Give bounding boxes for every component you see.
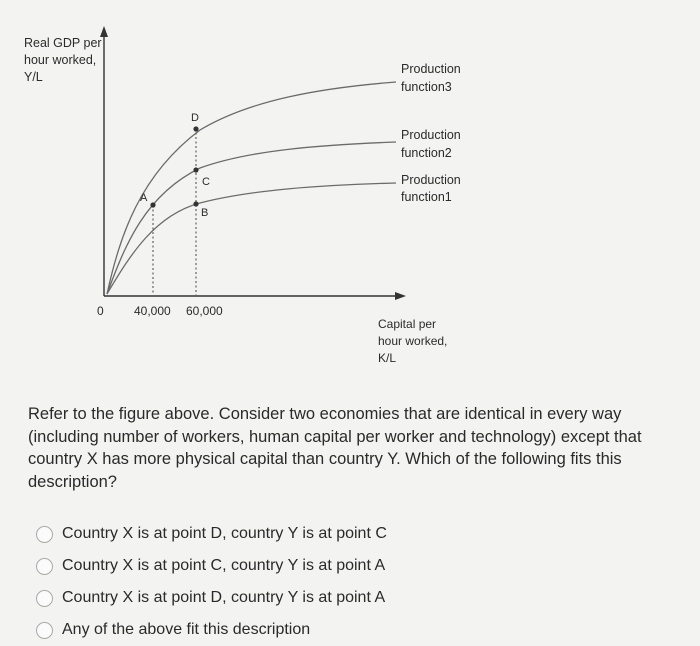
option-4-label: Any of the above fit this description [62,621,311,638]
point-c-dot [193,167,198,172]
answer-options [36,518,387,646]
x-axis-label-line2: hour worked, [378,334,448,348]
radio-option-3[interactable] [36,590,53,607]
option-1[interactable] [36,518,387,550]
origin-label: 0 [97,304,104,318]
y-axis-label-line2: hour worked, [24,53,97,67]
curve-production-function3 [107,82,396,294]
point-a-label: A [140,192,148,204]
x-axis-arrow [395,292,406,300]
x-tick-60000: 60,000 [186,304,223,318]
curve2-label-line1: Production [401,128,461,142]
curve-production-function2 [107,142,396,294]
point-d-label: D [191,112,199,124]
curve3-label-line1: Production [401,62,461,76]
radio-option-4[interactable] [36,622,53,639]
x-tick-40000: 40,000 [134,304,171,318]
point-a-dot [150,202,155,207]
y-axis-label-line1: Real GDP per [24,36,102,50]
curve2-label-line2: function2 [401,146,452,160]
curve3-label-line2: function3 [401,80,452,94]
point-b-label: B [201,207,209,219]
question-text: Refer to the figure above. Consider two economies that are identical in every way (including number of workers, human capital per worker and technology) except that country X has more physical capital than country Y. Which of the following fits this description? [28,405,642,491]
option-3[interactable] [36,582,387,614]
point-c-label: C [202,176,210,188]
option-4[interactable] [36,614,387,646]
radio-option-1[interactable] [36,526,53,543]
curve-production-function1 [107,183,396,294]
point-b-dot [193,201,198,206]
option-3-label: Country X is at point D, country Y is at point A [62,589,386,606]
option-2-label: Country X is at point C, country Y is at point A [62,557,386,574]
x-axis-label-line3: K/L [378,351,397,365]
option-2[interactable] [36,550,387,582]
curve1-label-line1: Production [401,173,461,187]
radio-option-2[interactable] [36,558,53,575]
curve1-label-line2: function1 [401,190,452,204]
y-axis-label-line3: Y/L [24,70,43,84]
x-axis-label-line1: Capital per [378,317,437,331]
option-1-label: Country X is at point D, country Y is at point C [62,525,387,542]
point-d-dot [193,126,198,131]
